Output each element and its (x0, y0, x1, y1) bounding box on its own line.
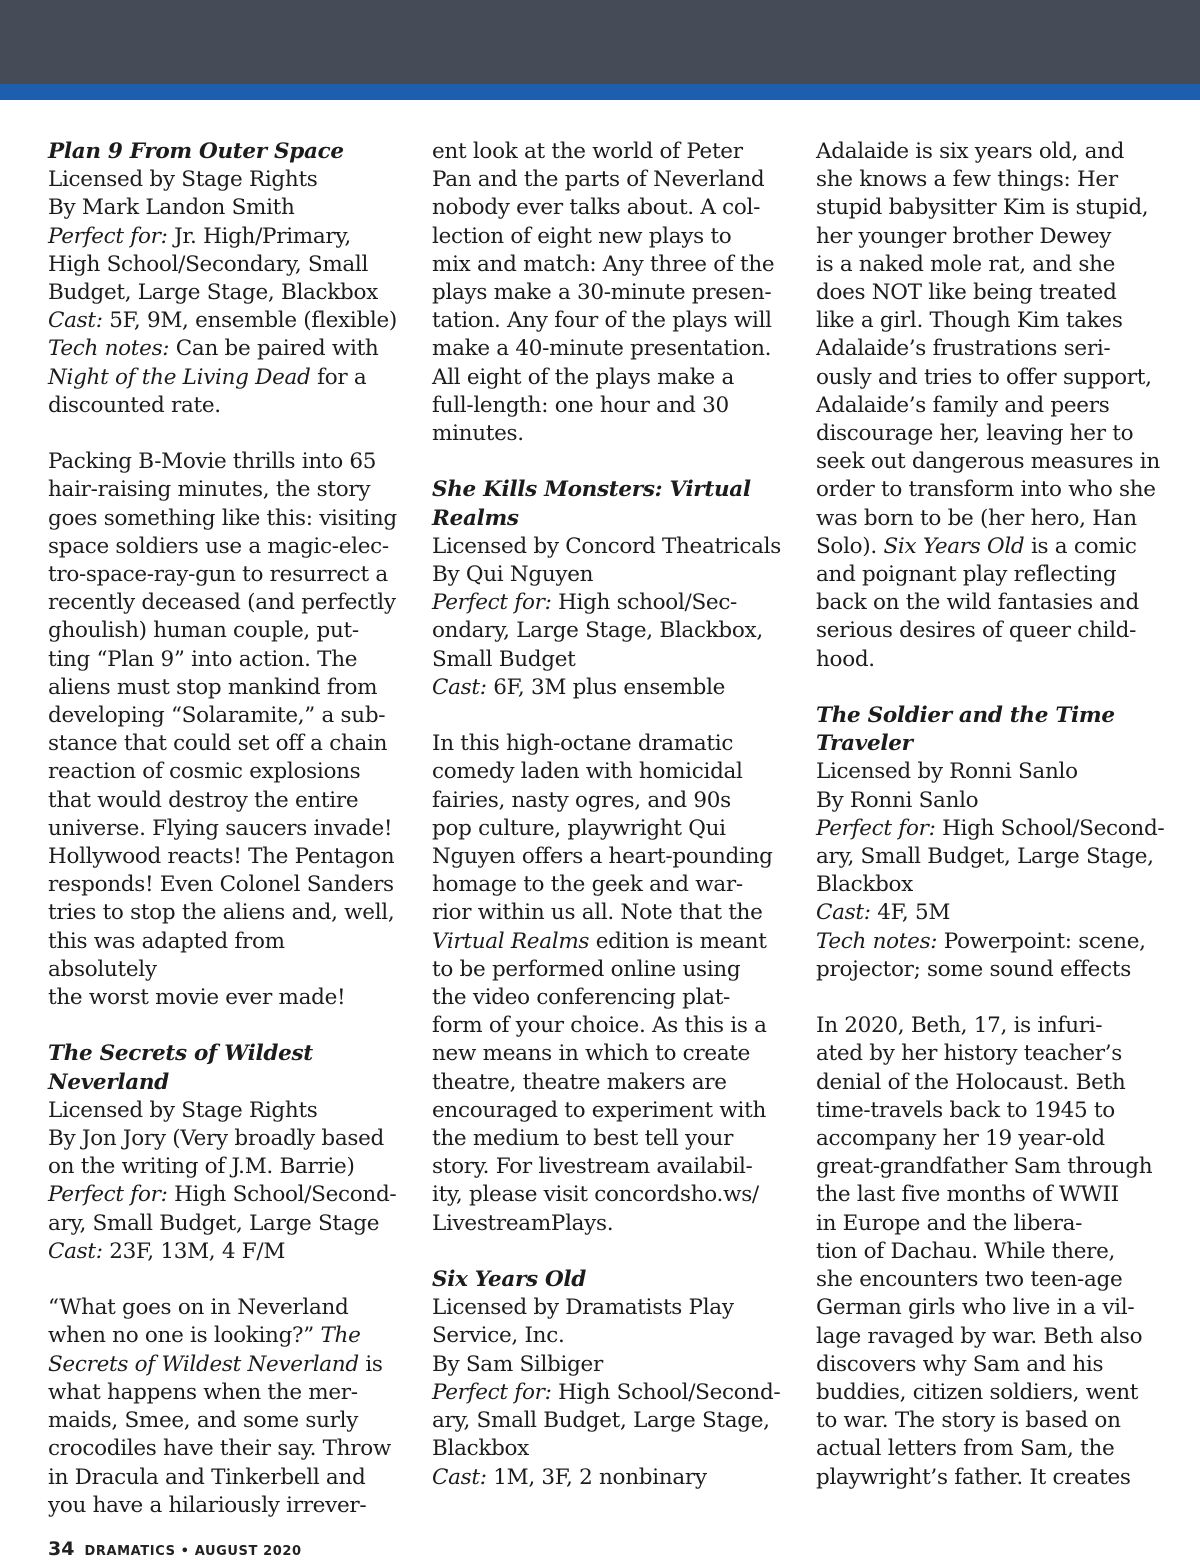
description-line: aliens must stop mankind from (48, 674, 378, 700)
description-text: when no one is looking?” (48, 1323, 321, 1349)
description-line: Pan and the parts of Neverland (432, 167, 765, 193)
description (432, 138, 782, 448)
description-line: seek out dangerous measures in (816, 449, 1160, 475)
tech-notes-cont (48, 364, 398, 392)
description-line: maids, Smee, and some surly (48, 1408, 359, 1434)
description-line: mix and match: Any three of the (432, 251, 775, 277)
description (816, 138, 1166, 533)
description-line: German girls who live in a vil- (816, 1295, 1135, 1321)
licensor: Licensed by Concord Theatricals (432, 533, 781, 559)
description-line: ously and tries to offer support, (816, 364, 1152, 390)
description-line (48, 1351, 398, 1379)
description-line: this was adapted from absolutely (48, 928, 285, 982)
tech-notes-title-ref: Night of the Living Dead (48, 364, 311, 390)
description-line: ting “Plan 9” into action. The (48, 646, 358, 672)
description (48, 448, 398, 1012)
description (432, 956, 782, 1238)
description-line: and poignant play reflecting (816, 562, 1117, 588)
cast-value: 1M, 3F, 2 nonbinary (486, 1464, 707, 1490)
description (816, 561, 1166, 674)
perfect-for-value: High School/Second- (167, 1182, 397, 1208)
play-title-cont: Traveler (816, 731, 913, 757)
tech-notes (816, 928, 1166, 956)
play-title: She Kills Monsters: Virtual (432, 477, 751, 503)
description-line: like a girl. Though Kim takes (816, 308, 1123, 334)
perfect-for-value: High School/Second- (551, 1379, 781, 1405)
cast (816, 899, 1166, 927)
description-line: “What goes on in Neverland (48, 1295, 349, 1321)
description-line: in Dracula and Tinkerbell and (48, 1464, 366, 1490)
cast (432, 1464, 782, 1492)
perfect-for-label: Perfect for: (48, 223, 168, 249)
description-line: Adalaide’s frustrations seri- (816, 336, 1111, 362)
description-line: story. For livestream availabil- (432, 1154, 753, 1180)
author: By Sam Silbiger (432, 1351, 603, 1377)
licensor: Licensed by Stage Rights (48, 167, 318, 193)
tech-notes-label: Tech notes: (48, 336, 170, 362)
description-line: new means in which to create (432, 1041, 751, 1067)
cast-label: Cast: (48, 308, 103, 334)
description (48, 1379, 398, 1520)
cast-value: 4F, 5M (870, 900, 951, 926)
description-line: ent look at the world of Peter (432, 139, 743, 164)
description-line: was born to be (her hero, Han (816, 505, 1137, 531)
cast (48, 1238, 398, 1266)
licensor: Licensed by Dramatists Play (432, 1295, 734, 1321)
description-line: All eight of the plays make a (432, 364, 734, 390)
author-cont: on the writing of J.M. Barrie) (48, 1154, 355, 1180)
description-line: Packing B-Movie thrills into 65 (48, 449, 377, 475)
description-line: minutes. (432, 421, 524, 447)
description-line: fairies, nasty ogres, and 90s (432, 787, 731, 813)
perfect-for-cont: Blackbox (432, 1436, 529, 1462)
description-line: In 2020, Beth, 17, is infuri- (816, 1013, 1103, 1039)
description-text: is a comic (1024, 533, 1137, 559)
cast-label: Cast: (816, 900, 871, 926)
perfect-for-cont: High School/Secondary, Small (48, 251, 369, 277)
play-title: Plan 9 From Outer Space (48, 139, 344, 164)
description-title-ref: Six Years Old (883, 533, 1025, 559)
description-line: discovers why Sam and his (816, 1351, 1104, 1377)
description-line: serious desires of queer child- (816, 618, 1137, 644)
description-line: accompany her 19 year-old (816, 1126, 1105, 1152)
description-line: Adalaide’s family and peers (816, 392, 1110, 418)
description-line: buddies, citizen soldiers, went (816, 1379, 1139, 1405)
perfect-for (48, 1181, 398, 1209)
description-line: Adalaide is six years old, and (816, 139, 1125, 164)
header-band (0, 0, 1200, 84)
description-line: hair-raising minutes, the story (48, 477, 371, 503)
author: By Mark Landon Smith (48, 195, 295, 221)
description-line: In this high-octane dramatic (432, 731, 734, 757)
cast-label: Cast: (432, 674, 487, 700)
description-line: discourage her, leaving her to (816, 421, 1134, 447)
description-line: denial of the Holocaust. Beth (816, 1069, 1126, 1095)
description-line: theatre, theatre makers are (432, 1069, 727, 1095)
perfect-for (432, 589, 782, 617)
description-line: time-travels back to 1945 to (816, 1097, 1115, 1123)
author: By Jon Jory (Very broadly based (48, 1126, 384, 1152)
description-line: stance that could set off a chain (48, 731, 388, 757)
description-text: edition is meant (589, 928, 767, 954)
description-line: tion of Dachau. While there, (816, 1238, 1116, 1264)
description-line: is a naked mole rat, and she (816, 251, 1116, 277)
description-line: pop culture, playwright Qui (432, 815, 726, 841)
description-line: ity, please visit concordsho.ws/ (432, 1182, 759, 1208)
description-line: the worst movie ever made! (48, 985, 346, 1011)
description-line: crocodiles have their say. Throw (48, 1436, 391, 1462)
author: By Ronni Sanlo (816, 787, 979, 813)
tech-notes-cont: projector; some sound effects (816, 956, 1131, 982)
perfect-for (48, 223, 398, 251)
description-line: actual letters from Sam, the (816, 1436, 1115, 1462)
description-line (432, 928, 782, 956)
perfect-for-value: High School/Second- (935, 815, 1165, 841)
description-line: does NOT like being treated (816, 280, 1117, 306)
description-line: reaction of cosmic explosions (48, 759, 361, 785)
tech-notes-value: Can be paired with (169, 336, 379, 362)
description-title-ref: The (320, 1323, 361, 1349)
perfect-for-cont: ary, Small Budget, Large Stage (48, 1210, 380, 1236)
page-footer (48, 1538, 302, 1560)
description-line: she encounters two teen-age (816, 1267, 1123, 1293)
tech-notes-label: Tech notes: (816, 928, 938, 954)
description-line: rior within us all. Note that the (432, 900, 763, 926)
description-line: the medium to best tell your (432, 1126, 734, 1152)
perfect-for-cont: Budget, Large Stage, Blackbox (48, 280, 378, 306)
description (816, 1012, 1166, 1491)
description-text: Solo). (816, 533, 884, 559)
description-line: her younger brother Dewey (816, 223, 1112, 249)
perfect-for-cont: ary, Small Budget, Large Stage, (432, 1408, 770, 1434)
description-title-ref: Virtual Realms (432, 928, 590, 954)
perfect-for-label: Perfect for: (48, 1182, 168, 1208)
description-line (48, 1322, 398, 1350)
perfect-for-value: High school/Sec- (551, 590, 738, 616)
tech-notes (48, 335, 398, 363)
column-1 (48, 138, 398, 1520)
description-line: in Europe and the libera- (816, 1210, 1083, 1236)
perfect-for-cont: Blackbox (816, 872, 913, 898)
perfect-for (816, 815, 1166, 843)
description-line: homage to the geek and war- (432, 872, 743, 898)
cast-value: 6F, 3M plus ensemble (486, 674, 726, 700)
tech-notes-cont: discounted rate. (48, 392, 221, 418)
perfect-for (432, 1379, 782, 1407)
description-line: make a 40-minute presentation. (432, 336, 772, 362)
play-title: The Secrets of Wildest (48, 1041, 313, 1067)
cast (48, 307, 398, 335)
description-line: ated by her history teacher’s (816, 1041, 1123, 1067)
description-line: tries to stop the aliens and, well, (48, 900, 395, 926)
description-line: recently deceased (and perfectly (48, 590, 396, 616)
perfect-for-cont: ary, Small Budget, Large Stage, (816, 844, 1154, 870)
author: By Qui Nguyen (432, 562, 594, 588)
description-line: the video conferencing plat- (432, 985, 731, 1011)
column-2 (432, 138, 782, 1492)
tech-notes-text: for a (310, 364, 367, 390)
description-line: to be performed online using (432, 956, 741, 982)
description-line: the last five months of WWII (816, 1182, 1119, 1208)
description-line: responds! Even Colonel Sanders (48, 872, 394, 898)
description-line: nobody ever talks about. A col- (432, 195, 761, 221)
description-line: universe. Flying saucers invade! (48, 815, 393, 841)
cast-label: Cast: (432, 1464, 487, 1490)
perfect-for-label: Perfect for: (432, 590, 552, 616)
column-3 (816, 138, 1166, 1492)
description (432, 730, 782, 927)
description-line: lage ravaged by war. Beth also (816, 1323, 1143, 1349)
header-accent-stripe (0, 84, 1200, 100)
description-line: she knows a few things: Her (816, 167, 1118, 193)
description-line: form of your choice. As this is a (432, 1013, 767, 1039)
description-line: tro-space-ray-gun to resurrect a (48, 562, 388, 588)
description-line: that would destroy the entire (48, 787, 359, 813)
perfect-for-cont: ondary, Large Stage, Blackbox, (432, 618, 763, 644)
description-line: Nguyen offers a heart-pounding (432, 844, 773, 870)
cast-label: Cast: (48, 1238, 103, 1264)
play-title: The Soldier and the Time (816, 703, 1115, 729)
perfect-for-cont: Small Budget (432, 646, 576, 672)
description-line: space soldiers use a magic-elec- (48, 533, 389, 559)
description-title-ref: Secrets of Wildest Neverland (48, 1351, 359, 1377)
description-line: tation. Any four of the plays will (432, 308, 772, 334)
description-line: comedy laden with homicidal (432, 759, 743, 785)
cast-value: 23F, 13M, 4 F/M (102, 1238, 286, 1264)
description-line: goes something like this: visiting (48, 505, 397, 531)
licensor-cont: Service, Inc. (432, 1323, 565, 1349)
description-line: great-grandfather Sam through (816, 1154, 1153, 1180)
description-line: developing “Solaramite,” a sub- (48, 703, 386, 729)
play-title: Six Years Old (432, 1267, 587, 1293)
description-line: to war. The story is based on (816, 1408, 1121, 1434)
description-line: order to transform into who she (816, 477, 1156, 503)
description-line: stupid babysitter Kim is stupid, (816, 195, 1149, 221)
description-line: playwright’s father. It creates (816, 1464, 1131, 1490)
play-title-cont: Neverland (48, 1069, 169, 1095)
description-line: back on the wild fantasies and (816, 590, 1139, 616)
perfect-for-label: Perfect for: (432, 1379, 552, 1405)
description-line: what happens when the mer- (48, 1379, 358, 1405)
cast (432, 674, 782, 702)
description-text: is (358, 1351, 383, 1377)
publication-name: DRAMATICS • AUGUST 2020 (84, 1544, 302, 1559)
description-line: LivestreamPlays. (432, 1210, 614, 1236)
description-line: full-length: one hour and 30 (432, 392, 729, 418)
play-title-cont: Realms (432, 505, 519, 531)
description-line: ghoulish) human couple, put- (48, 618, 359, 644)
description-line (816, 533, 1166, 561)
licensor: Licensed by Ronni Sanlo (816, 759, 1078, 785)
perfect-for-value: Jr. High/Primary, (167, 223, 351, 249)
description-line: encouraged to experiment with (432, 1097, 766, 1123)
licensor: Licensed by Stage Rights (48, 1097, 318, 1123)
description-line: plays make a 30-minute presen- (432, 280, 772, 306)
description-line: lection of eight new plays to (432, 223, 732, 249)
cast-value: 5F, 9M, ensemble (flexible) (102, 308, 398, 334)
description-line: you have a hilariously irrever- (48, 1492, 367, 1518)
description-line: Hollywood reacts! The Pentagon (48, 844, 395, 870)
perfect-for-label: Perfect for: (816, 815, 936, 841)
page-number: 34 (48, 1538, 75, 1560)
tech-notes-value: Powerpoint: scene, (937, 928, 1146, 954)
description-line: hood. (816, 646, 875, 672)
